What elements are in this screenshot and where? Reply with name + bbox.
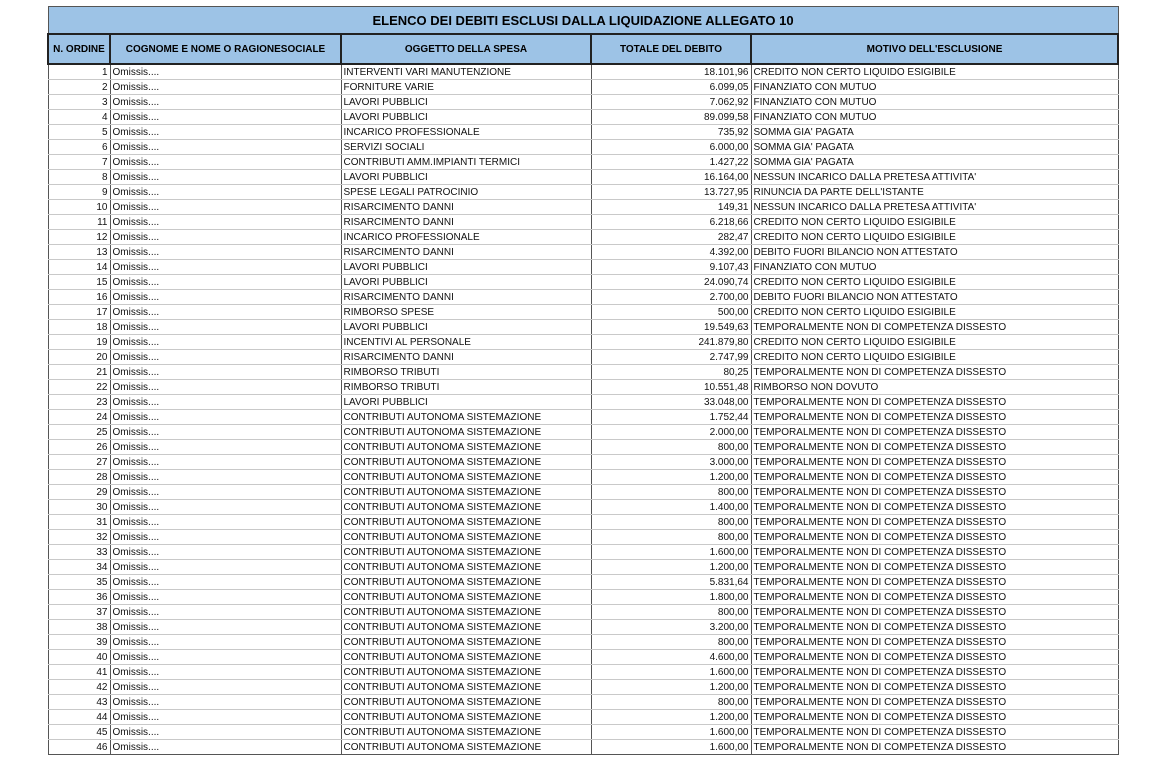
- cell-oggetto: RISARCIMENTO DANNI: [341, 290, 591, 305]
- cell-oggetto: INCARICO PROFESSIONALE: [341, 230, 591, 245]
- cell-oggetto: LAVORI PUBBLICI: [341, 260, 591, 275]
- cell-motivo: FINANZIATO CON MUTUO: [751, 110, 1118, 125]
- table-row: [48, 575, 1118, 590]
- cell-n-ordine: 23: [48, 395, 110, 410]
- cell-name: Omissis....: [110, 64, 341, 80]
- cell-motivo: TEMPORALMENTE NON DI COMPETENZA DISSESTO: [751, 545, 1118, 560]
- table-row: [48, 545, 1118, 560]
- header-cognome-nome: COGNOME E NOME O RAGIONESOCIALE: [110, 34, 341, 64]
- cell-oggetto: LAVORI PUBBLICI: [341, 395, 591, 410]
- cell-n-ordine: 32: [48, 530, 110, 545]
- cell-oggetto: CONTRIBUTI AUTONOMA SISTEMAZIONE: [341, 470, 591, 485]
- cell-n-ordine: 21: [48, 365, 110, 380]
- cell-motivo: DEBITO FUORI BILANCIO NON ATTESTATO: [751, 245, 1118, 260]
- cell-n-ordine: 15: [48, 275, 110, 290]
- cell-oggetto: CONTRIBUTI AMM.IMPIANTI TERMICI: [341, 155, 591, 170]
- cell-totale: 19.549,63: [591, 320, 751, 335]
- table-row: [48, 64, 1118, 80]
- table-row: [48, 740, 1118, 755]
- cell-n-ordine: 33: [48, 545, 110, 560]
- cell-totale: 6.000,00: [591, 140, 751, 155]
- cell-name: Omissis....: [110, 335, 341, 350]
- cell-totale: 1.600,00: [591, 725, 751, 740]
- cell-n-ordine: 37: [48, 605, 110, 620]
- table-row: [48, 245, 1118, 260]
- cell-name: Omissis....: [110, 575, 341, 590]
- cell-totale: 282,47: [591, 230, 751, 245]
- table-row: [48, 455, 1118, 470]
- table-row: [48, 425, 1118, 440]
- table-row: [48, 200, 1118, 215]
- cell-n-ordine: 31: [48, 515, 110, 530]
- cell-totale: 800,00: [591, 695, 751, 710]
- table-row: [48, 410, 1118, 425]
- cell-totale: 18.101,96: [591, 64, 751, 80]
- cell-n-ordine: 11: [48, 215, 110, 230]
- cell-motivo: TEMPORALMENTE NON DI COMPETENZA DISSESTO: [751, 710, 1118, 725]
- table-row: [48, 590, 1118, 605]
- table-row: [48, 695, 1118, 710]
- table-body: [48, 64, 1118, 755]
- cell-name: Omissis....: [110, 560, 341, 575]
- cell-oggetto: CONTRIBUTI AUTONOMA SISTEMAZIONE: [341, 605, 591, 620]
- cell-name: Omissis....: [110, 395, 341, 410]
- table-row: [48, 215, 1118, 230]
- cell-motivo: DEBITO FUORI BILANCIO NON ATTESTATO: [751, 290, 1118, 305]
- cell-name: Omissis....: [110, 155, 341, 170]
- cell-motivo: CREDITO NON CERTO LIQUIDO ESIGIBILE: [751, 275, 1118, 290]
- cell-oggetto: RISARCIMENTO DANNI: [341, 200, 591, 215]
- cell-name: Omissis....: [110, 665, 341, 680]
- cell-motivo: CREDITO NON CERTO LIQUIDO ESIGIBILE: [751, 64, 1118, 80]
- table-row: [48, 335, 1118, 350]
- table-row: [48, 260, 1118, 275]
- cell-name: Omissis....: [110, 305, 341, 320]
- table-row: [48, 125, 1118, 140]
- cell-name: Omissis....: [110, 740, 341, 755]
- cell-name: Omissis....: [110, 725, 341, 740]
- cell-n-ordine: 27: [48, 455, 110, 470]
- cell-n-ordine: 28: [48, 470, 110, 485]
- cell-oggetto: FORNITURE VARIE: [341, 80, 591, 95]
- cell-n-ordine: 41: [48, 665, 110, 680]
- cell-totale: 800,00: [591, 515, 751, 530]
- cell-n-ordine: 24: [48, 410, 110, 425]
- cell-motivo: CREDITO NON CERTO LIQUIDO ESIGIBILE: [751, 230, 1118, 245]
- cell-oggetto: LAVORI PUBBLICI: [341, 275, 591, 290]
- cell-n-ordine: 5: [48, 125, 110, 140]
- table-row: [48, 470, 1118, 485]
- cell-n-ordine: 36: [48, 590, 110, 605]
- cell-totale: 6.218,66: [591, 215, 751, 230]
- cell-n-ordine: 19: [48, 335, 110, 350]
- cell-motivo: TEMPORALMENTE NON DI COMPETENZA DISSESTO: [751, 365, 1118, 380]
- cell-n-ordine: 39: [48, 635, 110, 650]
- cell-name: Omissis....: [110, 680, 341, 695]
- cell-oggetto: CONTRIBUTI AUTONOMA SISTEMAZIONE: [341, 650, 591, 665]
- cell-n-ordine: 34: [48, 560, 110, 575]
- cell-n-ordine: 8: [48, 170, 110, 185]
- cell-n-ordine: 35: [48, 575, 110, 590]
- cell-totale: 1.600,00: [591, 740, 751, 755]
- cell-totale: 4.600,00: [591, 650, 751, 665]
- cell-oggetto: LAVORI PUBBLICI: [341, 95, 591, 110]
- cell-totale: 735,92: [591, 125, 751, 140]
- table-row: [48, 650, 1118, 665]
- table-row: [48, 380, 1118, 395]
- cell-name: Omissis....: [110, 425, 341, 440]
- cell-name: Omissis....: [110, 650, 341, 665]
- table-row: [48, 110, 1118, 125]
- cell-n-ordine: 26: [48, 440, 110, 455]
- cell-name: Omissis....: [110, 95, 341, 110]
- cell-totale: 1.427,22: [591, 155, 751, 170]
- cell-totale: 800,00: [591, 635, 751, 650]
- table-row: [48, 485, 1118, 500]
- table-row: [48, 500, 1118, 515]
- table-row: [48, 665, 1118, 680]
- cell-n-ordine: 17: [48, 305, 110, 320]
- cell-totale: 1.400,00: [591, 500, 751, 515]
- cell-n-ordine: 42: [48, 680, 110, 695]
- cell-totale: 2.747,99: [591, 350, 751, 365]
- cell-totale: 5.831,64: [591, 575, 751, 590]
- table-row: [48, 350, 1118, 365]
- cell-name: Omissis....: [110, 620, 341, 635]
- cell-oggetto: RIMBORSO SPESE: [341, 305, 591, 320]
- cell-n-ordine: 4: [48, 110, 110, 125]
- table-row: [48, 530, 1118, 545]
- cell-oggetto: CONTRIBUTI AUTONOMA SISTEMAZIONE: [341, 680, 591, 695]
- table-row: [48, 305, 1118, 320]
- cell-n-ordine: 40: [48, 650, 110, 665]
- cell-name: Omissis....: [110, 170, 341, 185]
- cell-oggetto: RISARCIMENTO DANNI: [341, 245, 591, 260]
- cell-motivo: TEMPORALMENTE NON DI COMPETENZA DISSESTO: [751, 425, 1118, 440]
- cell-oggetto: CONTRIBUTI AUTONOMA SISTEMAZIONE: [341, 725, 591, 740]
- cell-totale: 1.200,00: [591, 470, 751, 485]
- cell-name: Omissis....: [110, 350, 341, 365]
- debts-table: [47, 6, 1119, 755]
- cell-totale: 149,31: [591, 200, 751, 215]
- cell-oggetto: CONTRIBUTI AUTONOMA SISTEMAZIONE: [341, 665, 591, 680]
- cell-oggetto: CONTRIBUTI AUTONOMA SISTEMAZIONE: [341, 485, 591, 500]
- cell-totale: 2.000,00: [591, 425, 751, 440]
- cell-motivo: CREDITO NON CERTO LIQUIDO ESIGIBILE: [751, 335, 1118, 350]
- cell-n-ordine: 38: [48, 620, 110, 635]
- cell-name: Omissis....: [110, 440, 341, 455]
- cell-name: Omissis....: [110, 140, 341, 155]
- title-row: [48, 7, 1118, 35]
- cell-motivo: CREDITO NON CERTO LIQUIDO ESIGIBILE: [751, 215, 1118, 230]
- cell-name: Omissis....: [110, 410, 341, 425]
- cell-n-ordine: 43: [48, 695, 110, 710]
- cell-n-ordine: 44: [48, 710, 110, 725]
- cell-oggetto: RISARCIMENTO DANNI: [341, 350, 591, 365]
- cell-name: Omissis....: [110, 275, 341, 290]
- cell-name: Omissis....: [110, 605, 341, 620]
- cell-motivo: TEMPORALMENTE NON DI COMPETENZA DISSESTO: [751, 680, 1118, 695]
- table-row: [48, 605, 1118, 620]
- table-row: [48, 635, 1118, 650]
- cell-n-ordine: 22: [48, 380, 110, 395]
- cell-motivo: TEMPORALMENTE NON DI COMPETENZA DISSESTO: [751, 740, 1118, 755]
- cell-totale: 3.000,00: [591, 455, 751, 470]
- cell-motivo: TEMPORALMENTE NON DI COMPETENZA DISSESTO: [751, 650, 1118, 665]
- cell-name: Omissis....: [110, 80, 341, 95]
- cell-totale: 4.392,00: [591, 245, 751, 260]
- cell-motivo: RINUNCIA DA PARTE DELL'ISTANTE: [751, 185, 1118, 200]
- header-n-ordine: N. ORDINE: [48, 34, 110, 64]
- cell-name: Omissis....: [110, 500, 341, 515]
- table-row: [48, 95, 1118, 110]
- cell-n-ordine: 30: [48, 500, 110, 515]
- header-row: [48, 34, 1118, 64]
- cell-n-ordine: 1: [48, 64, 110, 80]
- cell-name: Omissis....: [110, 260, 341, 275]
- cell-motivo: TEMPORALMENTE NON DI COMPETENZA DISSESTO: [751, 560, 1118, 575]
- cell-motivo: CREDITO NON CERTO LIQUIDO ESIGIBILE: [751, 305, 1118, 320]
- cell-name: Omissis....: [110, 200, 341, 215]
- cell-oggetto: CONTRIBUTI AUTONOMA SISTEMAZIONE: [341, 530, 591, 545]
- cell-totale: 6.099,05: [591, 80, 751, 95]
- table-row: [48, 710, 1118, 725]
- cell-motivo: TEMPORALMENTE NON DI COMPETENZA DISSESTO: [751, 440, 1118, 455]
- table-row: [48, 155, 1118, 170]
- cell-n-ordine: 9: [48, 185, 110, 200]
- cell-totale: 89.099,58: [591, 110, 751, 125]
- cell-name: Omissis....: [110, 320, 341, 335]
- table-row: [48, 680, 1118, 695]
- cell-name: Omissis....: [110, 215, 341, 230]
- table-row: [48, 515, 1118, 530]
- cell-name: Omissis....: [110, 710, 341, 725]
- table-row: [48, 560, 1118, 575]
- cell-totale: 7.062,92: [591, 95, 751, 110]
- table-row: [48, 320, 1118, 335]
- cell-totale: 16.164,00: [591, 170, 751, 185]
- cell-oggetto: RIMBORSO TRIBUTI: [341, 365, 591, 380]
- cell-oggetto: SERVIZI SOCIALI: [341, 140, 591, 155]
- cell-totale: 33.048,00: [591, 395, 751, 410]
- table-row: [48, 170, 1118, 185]
- cell-motivo: NESSUN INCARICO DALLA PRETESA ATTIVITA': [751, 170, 1118, 185]
- cell-oggetto: CONTRIBUTI AUTONOMA SISTEMAZIONE: [341, 410, 591, 425]
- cell-totale: 241.879,80: [591, 335, 751, 350]
- cell-totale: 3.200,00: [591, 620, 751, 635]
- cell-totale: 800,00: [591, 440, 751, 455]
- cell-n-ordine: 10: [48, 200, 110, 215]
- cell-name: Omissis....: [110, 635, 341, 650]
- cell-motivo: TEMPORALMENTE NON DI COMPETENZA DISSESTO: [751, 530, 1118, 545]
- cell-name: Omissis....: [110, 230, 341, 245]
- cell-totale: 1.752,44: [591, 410, 751, 425]
- cell-oggetto: CONTRIBUTI AUTONOMA SISTEMAZIONE: [341, 740, 591, 755]
- cell-motivo: FINANZIATO CON MUTUO: [751, 95, 1118, 110]
- header-motivo-esclusione: MOTIVO DELL'ESCLUSIONE: [751, 34, 1118, 64]
- cell-n-ordine: 46: [48, 740, 110, 755]
- cell-n-ordine: 13: [48, 245, 110, 260]
- table-row: [48, 365, 1118, 380]
- cell-n-ordine: 2: [48, 80, 110, 95]
- table-row: [48, 80, 1118, 95]
- cell-oggetto: RIMBORSO TRIBUTI: [341, 380, 591, 395]
- cell-motivo: SOMMA GIA' PAGATA: [751, 140, 1118, 155]
- cell-oggetto: LAVORI PUBBLICI: [341, 320, 591, 335]
- cell-name: Omissis....: [110, 485, 341, 500]
- cell-motivo: TEMPORALMENTE NON DI COMPETENZA DISSESTO: [751, 665, 1118, 680]
- cell-totale: 1.200,00: [591, 710, 751, 725]
- cell-motivo: TEMPORALMENTE NON DI COMPETENZA DISSESTO: [751, 515, 1118, 530]
- cell-n-ordine: 16: [48, 290, 110, 305]
- cell-name: Omissis....: [110, 185, 341, 200]
- cell-motivo: TEMPORALMENTE NON DI COMPETENZA DISSESTO: [751, 395, 1118, 410]
- cell-motivo: CREDITO NON CERTO LIQUIDO ESIGIBILE: [751, 350, 1118, 365]
- cell-n-ordine: 45: [48, 725, 110, 740]
- cell-totale: 13.727,95: [591, 185, 751, 200]
- cell-motivo: RIMBORSO NON DOVUTO: [751, 380, 1118, 395]
- cell-oggetto: CONTRIBUTI AUTONOMA SISTEMAZIONE: [341, 710, 591, 725]
- table-row: [48, 275, 1118, 290]
- table-row: [48, 395, 1118, 410]
- cell-totale: 800,00: [591, 605, 751, 620]
- cell-oggetto: CONTRIBUTI AUTONOMA SISTEMAZIONE: [341, 575, 591, 590]
- cell-oggetto: INCENTIVI AL PERSONALE: [341, 335, 591, 350]
- cell-n-ordine: 20: [48, 350, 110, 365]
- header-totale-debito: TOTALE DEL DEBITO: [591, 34, 751, 64]
- cell-oggetto: CONTRIBUTI AUTONOMA SISTEMAZIONE: [341, 590, 591, 605]
- cell-n-ordine: 3: [48, 95, 110, 110]
- cell-oggetto: CONTRIBUTI AUTONOMA SISTEMAZIONE: [341, 560, 591, 575]
- table-row: [48, 290, 1118, 305]
- cell-oggetto: CONTRIBUTI AUTONOMA SISTEMAZIONE: [341, 440, 591, 455]
- table-row: [48, 725, 1118, 740]
- cell-oggetto: LAVORI PUBBLICI: [341, 170, 591, 185]
- cell-totale: 1.200,00: [591, 680, 751, 695]
- cell-totale: 800,00: [591, 530, 751, 545]
- cell-n-ordine: 25: [48, 425, 110, 440]
- cell-motivo: TEMPORALMENTE NON DI COMPETENZA DISSESTO: [751, 455, 1118, 470]
- table-title: ELENCO DEI DEBITI ESCLUSI DALLA LIQUIDAZIONE ALLEGATO 10: [48, 7, 1118, 35]
- header-oggetto-spesa: OGGETTO DELLA SPESA: [341, 34, 591, 64]
- cell-motivo: FINANZIATO CON MUTUO: [751, 260, 1118, 275]
- cell-oggetto: CONTRIBUTI AUTONOMA SISTEMAZIONE: [341, 425, 591, 440]
- cell-name: Omissis....: [110, 530, 341, 545]
- cell-totale: 1.800,00: [591, 590, 751, 605]
- cell-motivo: TEMPORALMENTE NON DI COMPETENZA DISSESTO: [751, 500, 1118, 515]
- cell-totale: 24.090,74: [591, 275, 751, 290]
- cell-totale: 10.551,48: [591, 380, 751, 395]
- cell-motivo: FINANZIATO CON MUTUO: [751, 80, 1118, 95]
- cell-motivo: SOMMA GIA' PAGATA: [751, 155, 1118, 170]
- cell-motivo: TEMPORALMENTE NON DI COMPETENZA DISSESTO: [751, 620, 1118, 635]
- table-row: [48, 230, 1118, 245]
- cell-oggetto: CONTRIBUTI AUTONOMA SISTEMAZIONE: [341, 620, 591, 635]
- cell-name: Omissis....: [110, 695, 341, 710]
- cell-name: Omissis....: [110, 290, 341, 305]
- cell-totale: 1.600,00: [591, 545, 751, 560]
- cell-totale: 9.107,43: [591, 260, 751, 275]
- cell-oggetto: CONTRIBUTI AUTONOMA SISTEMAZIONE: [341, 515, 591, 530]
- cell-motivo: TEMPORALMENTE NON DI COMPETENZA DISSESTO: [751, 590, 1118, 605]
- table-row: [48, 140, 1118, 155]
- cell-motivo: TEMPORALMENTE NON DI COMPETENZA DISSESTO: [751, 410, 1118, 425]
- cell-motivo: NESSUN INCARICO DALLA PRETESA ATTIVITA': [751, 200, 1118, 215]
- cell-motivo: TEMPORALMENTE NON DI COMPETENZA DISSESTO: [751, 635, 1118, 650]
- cell-name: Omissis....: [110, 380, 341, 395]
- cell-n-ordine: 12: [48, 230, 110, 245]
- cell-motivo: TEMPORALMENTE NON DI COMPETENZA DISSESTO: [751, 695, 1118, 710]
- cell-oggetto: INCARICO PROFESSIONALE: [341, 125, 591, 140]
- table-row: [48, 620, 1118, 635]
- cell-n-ordine: 14: [48, 260, 110, 275]
- cell-totale: 2.700,00: [591, 290, 751, 305]
- cell-name: Omissis....: [110, 515, 341, 530]
- cell-oggetto: CONTRIBUTI AUTONOMA SISTEMAZIONE: [341, 455, 591, 470]
- cell-name: Omissis....: [110, 245, 341, 260]
- cell-oggetto: CONTRIBUTI AUTONOMA SISTEMAZIONE: [341, 500, 591, 515]
- cell-totale: 1.600,00: [591, 665, 751, 680]
- cell-oggetto: LAVORI PUBBLICI: [341, 110, 591, 125]
- cell-motivo: TEMPORALMENTE NON DI COMPETENZA DISSESTO: [751, 485, 1118, 500]
- table-row: [48, 185, 1118, 200]
- cell-totale: 1.200,00: [591, 560, 751, 575]
- cell-motivo: TEMPORALMENTE NON DI COMPETENZA DISSESTO: [751, 470, 1118, 485]
- cell-motivo: TEMPORALMENTE NON DI COMPETENZA DISSESTO: [751, 605, 1118, 620]
- table-row: [48, 440, 1118, 455]
- cell-n-ordine: 7: [48, 155, 110, 170]
- cell-name: Omissis....: [110, 110, 341, 125]
- cell-name: Omissis....: [110, 365, 341, 380]
- cell-oggetto: CONTRIBUTI AUTONOMA SISTEMAZIONE: [341, 635, 591, 650]
- cell-name: Omissis....: [110, 470, 341, 485]
- cell-oggetto: INTERVENTI VARI MANUTENZIONE: [341, 64, 591, 80]
- cell-oggetto: RISARCIMENTO DANNI: [341, 215, 591, 230]
- cell-n-ordine: 6: [48, 140, 110, 155]
- cell-oggetto: SPESE LEGALI PATROCINIO: [341, 185, 591, 200]
- cell-motivo: TEMPORALMENTE NON DI COMPETENZA DISSESTO: [751, 575, 1118, 590]
- cell-oggetto: CONTRIBUTI AUTONOMA SISTEMAZIONE: [341, 695, 591, 710]
- cell-motivo: SOMMA GIA' PAGATA: [751, 125, 1118, 140]
- cell-totale: 80,25: [591, 365, 751, 380]
- cell-motivo: TEMPORALMENTE NON DI COMPETENZA DISSESTO: [751, 725, 1118, 740]
- cell-totale: 800,00: [591, 485, 751, 500]
- cell-totale: 500,00: [591, 305, 751, 320]
- cell-oggetto: CONTRIBUTI AUTONOMA SISTEMAZIONE: [341, 545, 591, 560]
- cell-n-ordine: 18: [48, 320, 110, 335]
- cell-n-ordine: 29: [48, 485, 110, 500]
- cell-motivo: TEMPORALMENTE NON DI COMPETENZA DISSESTO: [751, 320, 1118, 335]
- cell-name: Omissis....: [110, 455, 341, 470]
- cell-name: Omissis....: [110, 590, 341, 605]
- cell-name: Omissis....: [110, 545, 341, 560]
- cell-name: Omissis....: [110, 125, 341, 140]
